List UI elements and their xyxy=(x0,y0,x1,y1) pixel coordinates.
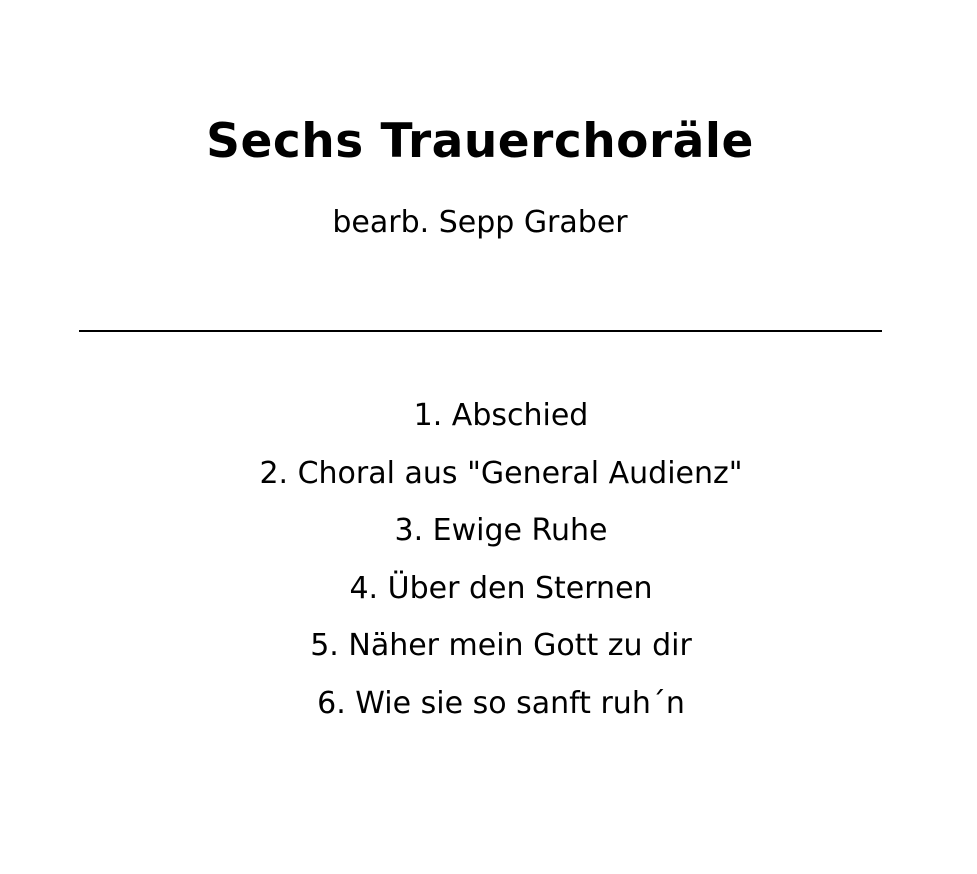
list-item: 1. Abschied xyxy=(413,398,589,433)
document-title: Sechs Trauerchoräle xyxy=(206,114,754,169)
list-item: 5. Näher mein Gott zu dir xyxy=(310,628,692,664)
divider-line xyxy=(79,330,882,332)
list-item: 6. Wie sie so sanft ruh´n xyxy=(317,685,685,721)
arranger-credit: bearb. Sepp Graber xyxy=(332,205,628,240)
piece-list xyxy=(0,396,977,742)
list-item: 2. Choral aus "General Audienz" xyxy=(259,455,743,491)
list-item: 3. Ewige Ruhe xyxy=(394,513,608,549)
list-item: 4. Über den Sternen xyxy=(349,570,653,606)
